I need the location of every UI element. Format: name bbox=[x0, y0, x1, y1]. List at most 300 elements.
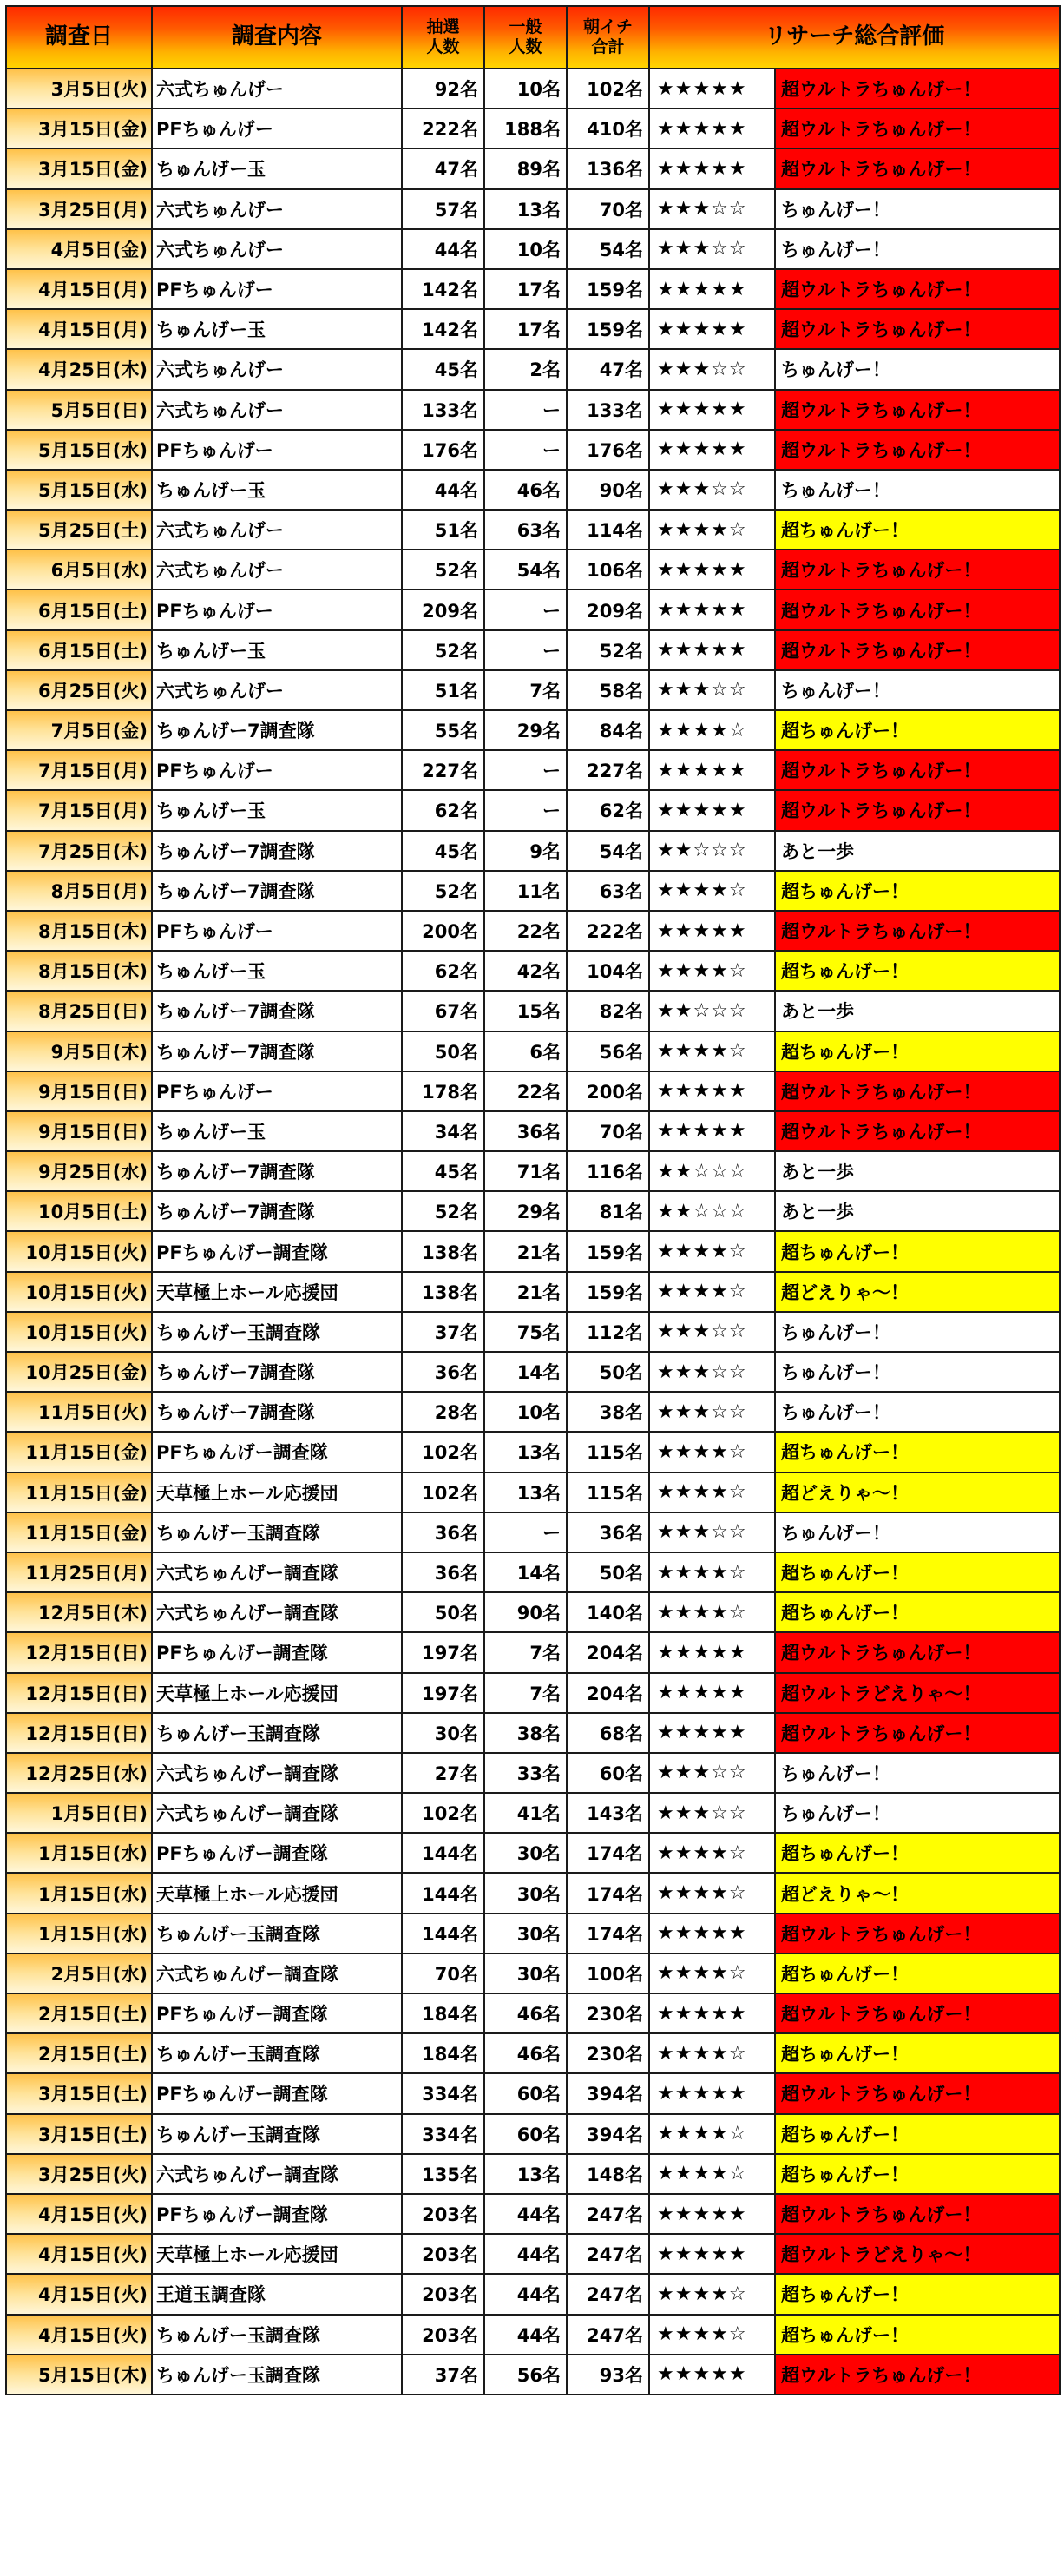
row-star-rating-cell: ★★★★★ bbox=[649, 1914, 775, 1953]
row-evaluation-cell: 超ウルトラちゅんげー！ bbox=[775, 1111, 1060, 1151]
row-morning-total-cell: 47名 bbox=[567, 349, 649, 389]
row-star-rating-cell: ★★★★★ bbox=[649, 148, 775, 188]
row-date-cell: 7月25日(木) bbox=[6, 831, 152, 871]
row-lottery-count-cell: 27名 bbox=[402, 1753, 484, 1793]
row-general-count-cell: 41名 bbox=[484, 1793, 567, 1833]
row-star-rating-cell: ★★★★★ bbox=[649, 1071, 775, 1111]
row-date-cell: 9月15日(日) bbox=[6, 1111, 152, 1151]
row-star-rating-cell: ★★★★★ bbox=[649, 1713, 775, 1753]
row-morning-total-cell: 159名 bbox=[567, 1231, 649, 1271]
row-evaluation-cell: 超ちゅんげー！ bbox=[775, 1592, 1060, 1632]
table-row bbox=[6, 430, 1060, 470]
row-content-cell: ちゅんげー玉 bbox=[152, 148, 402, 188]
row-content-cell: PFちゅんげー bbox=[152, 109, 402, 148]
table-row bbox=[6, 1272, 1060, 1312]
row-date-cell: 8月5日(月) bbox=[6, 871, 152, 911]
row-star-rating-cell: ★★★★☆ bbox=[649, 951, 775, 991]
row-content-cell: 六式ちゅんげー bbox=[152, 229, 402, 269]
row-general-count-cell: 54名 bbox=[484, 550, 567, 590]
row-lottery-count-cell: 52名 bbox=[402, 550, 484, 590]
table-row bbox=[6, 1673, 1060, 1713]
header-overall-rating: リサーチ総合評価 bbox=[649, 6, 1060, 69]
row-morning-total-cell: 247名 bbox=[567, 2194, 649, 2234]
row-star-rating-cell: ★★★★☆ bbox=[649, 2114, 775, 2154]
row-date-cell: 11月5日(火) bbox=[6, 1392, 152, 1432]
row-lottery-count-cell: 138名 bbox=[402, 1231, 484, 1271]
row-content-cell: 六式ちゅんげー調査隊 bbox=[152, 1793, 402, 1833]
row-date-cell: 1月15日(水) bbox=[6, 1833, 152, 1873]
row-content-cell: ちゅんげー7調査隊 bbox=[152, 871, 402, 911]
row-morning-total-cell: 143名 bbox=[567, 1793, 649, 1833]
row-evaluation-cell: 超ちゅんげー！ bbox=[775, 871, 1060, 911]
row-date-cell: 3月15日(金) bbox=[6, 148, 152, 188]
row-content-cell: 六式ちゅんげー bbox=[152, 189, 402, 229]
table-row bbox=[6, 148, 1060, 188]
row-morning-total-cell: 116名 bbox=[567, 1151, 649, 1191]
row-star-rating-cell: ★★★★★ bbox=[649, 1673, 775, 1713]
row-lottery-count-cell: 144名 bbox=[402, 1833, 484, 1873]
header-content: 調査内容 bbox=[152, 6, 402, 69]
table-row bbox=[6, 1953, 1060, 1993]
table-row bbox=[6, 1312, 1060, 1352]
row-lottery-count-cell: 45名 bbox=[402, 831, 484, 871]
row-general-count-cell: 44名 bbox=[484, 2234, 567, 2274]
row-star-rating-cell: ★★★★★ bbox=[649, 1993, 775, 2033]
row-date-cell: 7月15日(月) bbox=[6, 790, 152, 830]
row-content-cell: 六式ちゅんげー bbox=[152, 349, 402, 389]
row-evaluation-cell: 超ウルトラちゅんげー！ bbox=[775, 1993, 1060, 2033]
table-row bbox=[6, 2114, 1060, 2154]
row-morning-total-cell: 52名 bbox=[567, 630, 649, 670]
row-star-rating-cell: ★★★★☆ bbox=[649, 1833, 775, 1873]
row-morning-total-cell: 159名 bbox=[567, 1272, 649, 1312]
table-row bbox=[6, 1833, 1060, 1873]
row-morning-total-cell: 410名 bbox=[567, 109, 649, 148]
row-lottery-count-cell: 28名 bbox=[402, 1392, 484, 1432]
row-general-count-cell: 13名 bbox=[484, 1432, 567, 1472]
row-evaluation-cell: 超ウルトラちゅんげー！ bbox=[775, 69, 1060, 109]
row-star-rating-cell: ★★★★☆ bbox=[649, 2154, 775, 2194]
row-evaluation-cell: 超ちゅんげー！ bbox=[775, 2114, 1060, 2154]
row-general-count-cell: 44名 bbox=[484, 2274, 567, 2314]
table-row bbox=[6, 2315, 1060, 2355]
row-general-count-cell: 44名 bbox=[484, 2315, 567, 2355]
row-star-rating-cell: ★★★★★ bbox=[649, 2194, 775, 2234]
row-content-cell: PFちゅんげー bbox=[152, 1071, 402, 1111]
row-evaluation-cell: 超ウルトラちゅんげー！ bbox=[775, 1071, 1060, 1111]
row-general-count-cell: 36名 bbox=[484, 1111, 567, 1151]
row-lottery-count-cell: 36名 bbox=[402, 1552, 484, 1592]
row-star-rating-cell: ★★★★★ bbox=[649, 1632, 775, 1672]
row-date-cell: 4月15日(火) bbox=[6, 2274, 152, 2314]
row-general-count-cell: 17名 bbox=[484, 269, 567, 309]
row-date-cell: 7月15日(月) bbox=[6, 750, 152, 790]
row-star-rating-cell: ★★★★☆ bbox=[649, 2033, 775, 2073]
row-morning-total-cell: 247名 bbox=[567, 2274, 649, 2314]
row-morning-total-cell: 200名 bbox=[567, 1071, 649, 1111]
row-general-count-cell: 56名 bbox=[484, 2355, 567, 2395]
row-evaluation-cell: 超ちゅんげー！ bbox=[775, 2033, 1060, 2073]
row-evaluation-cell: 超ウルトラちゅんげー！ bbox=[775, 550, 1060, 590]
row-lottery-count-cell: 203名 bbox=[402, 2274, 484, 2314]
row-content-cell: 六式ちゅんげー調査隊 bbox=[152, 1592, 402, 1632]
row-star-rating-cell: ★★★★★ bbox=[649, 550, 775, 590]
row-lottery-count-cell: 102名 bbox=[402, 1472, 484, 1512]
row-star-rating-cell: ★★★★★ bbox=[649, 2073, 775, 2113]
row-date-cell: 4月15日(月) bbox=[6, 309, 152, 349]
row-general-count-cell: 11名 bbox=[484, 871, 567, 911]
row-general-count-cell: ー bbox=[484, 430, 567, 470]
table-row bbox=[6, 1713, 1060, 1753]
table-row bbox=[6, 670, 1060, 710]
row-lottery-count-cell: 51名 bbox=[402, 510, 484, 550]
row-general-count-cell: 30名 bbox=[484, 1953, 567, 1993]
row-star-rating-cell: ★★★★★ bbox=[649, 430, 775, 470]
row-lottery-count-cell: 184名 bbox=[402, 1993, 484, 2033]
row-morning-total-cell: 50名 bbox=[567, 1352, 649, 1392]
row-content-cell: 六式ちゅんげー調査隊 bbox=[152, 2154, 402, 2194]
row-lottery-count-cell: 52名 bbox=[402, 1191, 484, 1231]
table-row bbox=[6, 590, 1060, 629]
row-star-rating-cell: ★★★★☆ bbox=[649, 1272, 775, 1312]
row-evaluation-cell: 超ウルトラどえりゃ～！ bbox=[775, 1673, 1060, 1713]
table-header bbox=[6, 6, 1060, 69]
row-star-rating-cell: ★★★★★ bbox=[649, 390, 775, 430]
row-evaluation-cell: 超ウルトラちゅんげー！ bbox=[775, 1632, 1060, 1672]
row-date-cell: 6月15日(土) bbox=[6, 630, 152, 670]
row-general-count-cell: 22名 bbox=[484, 911, 567, 951]
row-star-rating-cell: ★★★☆☆ bbox=[649, 670, 775, 710]
row-evaluation-cell: 超ウルトラちゅんげー！ bbox=[775, 590, 1060, 629]
row-evaluation-cell: 超ちゅんげー！ bbox=[775, 2154, 1060, 2194]
row-date-cell: 3月5日(火) bbox=[6, 69, 152, 109]
row-star-rating-cell: ★★★★★ bbox=[649, 269, 775, 309]
row-evaluation-cell: ちゅんげー！ bbox=[775, 349, 1060, 389]
row-content-cell: ちゅんげー7調査隊 bbox=[152, 710, 402, 750]
row-star-rating-cell: ★★★☆☆ bbox=[649, 1312, 775, 1352]
row-content-cell: ちゅんげー玉 bbox=[152, 630, 402, 670]
table-row bbox=[6, 69, 1060, 109]
row-star-rating-cell: ★★★☆☆ bbox=[649, 189, 775, 229]
row-lottery-count-cell: 45名 bbox=[402, 349, 484, 389]
row-morning-total-cell: 174名 bbox=[567, 1873, 649, 1913]
row-morning-total-cell: 204名 bbox=[567, 1673, 649, 1713]
row-lottery-count-cell: 37名 bbox=[402, 1312, 484, 1352]
row-date-cell: 6月25日(火) bbox=[6, 670, 152, 710]
row-star-rating-cell: ★★★☆☆ bbox=[649, 470, 775, 510]
table-row bbox=[6, 2154, 1060, 2194]
row-content-cell: PFちゅんげー調査隊 bbox=[152, 1833, 402, 1873]
row-content-cell: ちゅんげー玉 bbox=[152, 790, 402, 830]
row-morning-total-cell: 136名 bbox=[567, 148, 649, 188]
row-evaluation-cell: 超ウルトラちゅんげー！ bbox=[775, 109, 1060, 148]
row-general-count-cell: 7名 bbox=[484, 1673, 567, 1713]
row-date-cell: 9月15日(日) bbox=[6, 1071, 152, 1111]
row-date-cell: 4月15日(火) bbox=[6, 2315, 152, 2355]
row-general-count-cell: 71名 bbox=[484, 1151, 567, 1191]
header-row bbox=[6, 6, 1060, 69]
row-lottery-count-cell: 142名 bbox=[402, 269, 484, 309]
table-row bbox=[6, 269, 1060, 309]
row-lottery-count-cell: 184名 bbox=[402, 2033, 484, 2073]
row-date-cell: 4月15日(火) bbox=[6, 2234, 152, 2274]
row-morning-total-cell: 90名 bbox=[567, 470, 649, 510]
row-content-cell: ちゅんげー玉調査隊 bbox=[152, 2315, 402, 2355]
row-star-rating-cell: ★★★★☆ bbox=[649, 1873, 775, 1913]
row-general-count-cell: 14名 bbox=[484, 1352, 567, 1392]
header-general-count: 一般 人数 bbox=[484, 6, 567, 69]
table-row bbox=[6, 309, 1060, 349]
table-row bbox=[6, 831, 1060, 871]
table-row bbox=[6, 1793, 1060, 1833]
row-content-cell: PFちゅんげー bbox=[152, 430, 402, 470]
row-evaluation-cell: 超ウルトラちゅんげー！ bbox=[775, 390, 1060, 430]
row-date-cell: 11月25日(月) bbox=[6, 1552, 152, 1592]
row-general-count-cell: 33名 bbox=[484, 1753, 567, 1793]
row-morning-total-cell: 82名 bbox=[567, 991, 649, 1031]
row-content-cell: ちゅんげー玉調査隊 bbox=[152, 1312, 402, 1352]
row-morning-total-cell: 60名 bbox=[567, 1753, 649, 1793]
row-morning-total-cell: 84名 bbox=[567, 710, 649, 750]
row-lottery-count-cell: 52名 bbox=[402, 871, 484, 911]
row-morning-total-cell: 112名 bbox=[567, 1312, 649, 1352]
row-content-cell: 六式ちゅんげー調査隊 bbox=[152, 1552, 402, 1592]
row-morning-total-cell: 100名 bbox=[567, 1953, 649, 1993]
row-date-cell: 5月5日(日) bbox=[6, 390, 152, 430]
row-morning-total-cell: 62名 bbox=[567, 790, 649, 830]
row-morning-total-cell: 104名 bbox=[567, 951, 649, 991]
row-star-rating-cell: ★★★☆☆ bbox=[649, 1753, 775, 1793]
row-lottery-count-cell: 203名 bbox=[402, 2315, 484, 2355]
row-star-rating-cell: ★★★☆☆ bbox=[649, 1392, 775, 1432]
row-evaluation-cell: あと一歩 bbox=[775, 1151, 1060, 1191]
row-general-count-cell: 7名 bbox=[484, 670, 567, 710]
row-star-rating-cell: ★★★★★ bbox=[649, 750, 775, 790]
row-evaluation-cell: 超ウルトラちゅんげー！ bbox=[775, 148, 1060, 188]
row-morning-total-cell: 247名 bbox=[567, 2234, 649, 2274]
row-date-cell: 1月5日(日) bbox=[6, 1793, 152, 1833]
row-date-cell: 6月15日(土) bbox=[6, 590, 152, 629]
row-morning-total-cell: 54名 bbox=[567, 831, 649, 871]
row-evaluation-cell: あと一歩 bbox=[775, 991, 1060, 1031]
row-content-cell: 天草極上ホール応援団 bbox=[152, 1873, 402, 1913]
row-content-cell: 天草極上ホール応援団 bbox=[152, 1472, 402, 1512]
table-row bbox=[6, 871, 1060, 911]
row-lottery-count-cell: 36名 bbox=[402, 1352, 484, 1392]
row-evaluation-cell: 超ちゅんげー！ bbox=[775, 1833, 1060, 1873]
row-star-rating-cell: ★★★★★ bbox=[649, 630, 775, 670]
row-general-count-cell: ー bbox=[484, 630, 567, 670]
table-row bbox=[6, 2073, 1060, 2113]
row-evaluation-cell: 超どえりゃ～！ bbox=[775, 1272, 1060, 1312]
row-date-cell: 12月15日(日) bbox=[6, 1673, 152, 1713]
row-content-cell: PFちゅんげー bbox=[152, 750, 402, 790]
row-date-cell: 10月15日(火) bbox=[6, 1231, 152, 1271]
row-date-cell: 11月15日(金) bbox=[6, 1472, 152, 1512]
row-star-rating-cell: ★★★★☆ bbox=[649, 1231, 775, 1271]
row-evaluation-cell: あと一歩 bbox=[775, 1191, 1060, 1231]
row-date-cell: 8月15日(木) bbox=[6, 951, 152, 991]
row-star-rating-cell: ★★★★★ bbox=[649, 109, 775, 148]
row-star-rating-cell: ★★★★☆ bbox=[649, 1552, 775, 1592]
row-general-count-cell: 188名 bbox=[484, 109, 567, 148]
row-evaluation-cell: ちゅんげー！ bbox=[775, 1793, 1060, 1833]
row-content-cell: ちゅんげー玉 bbox=[152, 470, 402, 510]
table-row bbox=[6, 1111, 1060, 1151]
row-evaluation-cell: ちゅんげー！ bbox=[775, 1352, 1060, 1392]
row-evaluation-cell: ちゅんげー！ bbox=[775, 1312, 1060, 1352]
row-star-rating-cell: ★★★★☆ bbox=[649, 1592, 775, 1632]
table-row bbox=[6, 1031, 1060, 1071]
row-content-cell: 天草極上ホール応援団 bbox=[152, 1272, 402, 1312]
row-morning-total-cell: 114名 bbox=[567, 510, 649, 550]
header-date: 調査日 bbox=[6, 6, 152, 69]
row-date-cell: 10月5日(土) bbox=[6, 1191, 152, 1231]
row-content-cell: ちゅんげー玉 bbox=[152, 951, 402, 991]
row-lottery-count-cell: 92名 bbox=[402, 69, 484, 109]
row-content-cell: PFちゅんげー調査隊 bbox=[152, 1231, 402, 1271]
table-row bbox=[6, 470, 1060, 510]
row-content-cell: ちゅんげー玉調査隊 bbox=[152, 2033, 402, 2073]
row-morning-total-cell: 115名 bbox=[567, 1432, 649, 1472]
row-date-cell: 6月5日(水) bbox=[6, 550, 152, 590]
row-morning-total-cell: 159名 bbox=[567, 269, 649, 309]
row-lottery-count-cell: 50名 bbox=[402, 1031, 484, 1071]
row-date-cell: 7月5日(金) bbox=[6, 710, 152, 750]
row-lottery-count-cell: 144名 bbox=[402, 1873, 484, 1913]
row-content-cell: ちゅんげー玉調査隊 bbox=[152, 1713, 402, 1753]
row-lottery-count-cell: 135名 bbox=[402, 2154, 484, 2194]
row-star-rating-cell: ★★★★★ bbox=[649, 1111, 775, 1151]
row-date-cell: 5月15日(木) bbox=[6, 2355, 152, 2395]
row-evaluation-cell: ちゅんげー！ bbox=[775, 1392, 1060, 1432]
row-general-count-cell: 60名 bbox=[484, 2073, 567, 2113]
row-content-cell: 六式ちゅんげー調査隊 bbox=[152, 1753, 402, 1793]
row-lottery-count-cell: 45名 bbox=[402, 1151, 484, 1191]
row-content-cell: ちゅんげー7調査隊 bbox=[152, 1352, 402, 1392]
row-evaluation-cell: 超ちゅんげー！ bbox=[775, 1031, 1060, 1071]
table-row bbox=[6, 510, 1060, 550]
row-lottery-count-cell: 227名 bbox=[402, 750, 484, 790]
row-evaluation-cell: 超どえりゃ～！ bbox=[775, 1873, 1060, 1913]
table-row bbox=[6, 2194, 1060, 2234]
row-general-count-cell: 14名 bbox=[484, 1552, 567, 1592]
row-morning-total-cell: 230名 bbox=[567, 1993, 649, 2033]
row-star-rating-cell: ★★★☆☆ bbox=[649, 229, 775, 269]
row-evaluation-cell: 超どえりゃ～！ bbox=[775, 1472, 1060, 1512]
row-general-count-cell: 46名 bbox=[484, 470, 567, 510]
row-evaluation-cell: 超ちゅんげー！ bbox=[775, 710, 1060, 750]
row-evaluation-cell: 超ウルトラちゅんげー！ bbox=[775, 2194, 1060, 2234]
row-lottery-count-cell: 334名 bbox=[402, 2073, 484, 2113]
row-general-count-cell: 63名 bbox=[484, 510, 567, 550]
row-star-rating-cell: ★★★★★ bbox=[649, 69, 775, 109]
row-date-cell: 12月5日(木) bbox=[6, 1592, 152, 1632]
row-morning-total-cell: 81名 bbox=[567, 1191, 649, 1231]
row-date-cell: 4月15日(月) bbox=[6, 269, 152, 309]
row-general-count-cell: 30名 bbox=[484, 1833, 567, 1873]
row-date-cell: 3月15日(金) bbox=[6, 109, 152, 148]
table-row bbox=[6, 189, 1060, 229]
row-date-cell: 5月15日(水) bbox=[6, 430, 152, 470]
row-general-count-cell: 44名 bbox=[484, 2194, 567, 2234]
row-content-cell: ちゅんげー7調査隊 bbox=[152, 1392, 402, 1432]
row-general-count-cell: 2名 bbox=[484, 349, 567, 389]
row-lottery-count-cell: 36名 bbox=[402, 1512, 484, 1552]
row-lottery-count-cell: 50名 bbox=[402, 1592, 484, 1632]
row-evaluation-cell: 超ちゅんげー！ bbox=[775, 2274, 1060, 2314]
row-general-count-cell: 22名 bbox=[484, 1071, 567, 1111]
table-row bbox=[6, 1632, 1060, 1672]
row-evaluation-cell: 超ウルトラちゅんげー！ bbox=[775, 309, 1060, 349]
row-morning-total-cell: 247名 bbox=[567, 2315, 649, 2355]
row-evaluation-cell: 超ウルトラちゅんげー！ bbox=[775, 1914, 1060, 1953]
row-content-cell: PFちゅんげー調査隊 bbox=[152, 1432, 402, 1472]
row-evaluation-cell: 超ウルトラちゅんげー！ bbox=[775, 269, 1060, 309]
row-lottery-count-cell: 44名 bbox=[402, 470, 484, 510]
row-morning-total-cell: 36名 bbox=[567, 1512, 649, 1552]
row-lottery-count-cell: 334名 bbox=[402, 2114, 484, 2154]
header-lottery-count: 抽選 人数 bbox=[402, 6, 484, 69]
row-star-rating-cell: ★★★★☆ bbox=[649, 871, 775, 911]
table-row bbox=[6, 1071, 1060, 1111]
row-morning-total-cell: 159名 bbox=[567, 309, 649, 349]
table-row bbox=[6, 710, 1060, 750]
row-morning-total-cell: 68名 bbox=[567, 1713, 649, 1753]
row-lottery-count-cell: 203名 bbox=[402, 2234, 484, 2274]
row-star-rating-cell: ★★★★☆ bbox=[649, 1031, 775, 1071]
row-evaluation-cell: 超ちゅんげー！ bbox=[775, 1231, 1060, 1271]
row-content-cell: 六式ちゅんげー bbox=[152, 69, 402, 109]
row-morning-total-cell: 230名 bbox=[567, 2033, 649, 2073]
row-evaluation-cell: 超ちゅんげー！ bbox=[775, 2315, 1060, 2355]
row-date-cell: 5月25日(土) bbox=[6, 510, 152, 550]
row-date-cell: 2月5日(水) bbox=[6, 1953, 152, 1993]
row-morning-total-cell: 174名 bbox=[567, 1914, 649, 1953]
row-date-cell: 3月25日(月) bbox=[6, 189, 152, 229]
row-general-count-cell: 46名 bbox=[484, 2033, 567, 2073]
row-date-cell: 4月5日(金) bbox=[6, 229, 152, 269]
row-general-count-cell: 29名 bbox=[484, 1191, 567, 1231]
research-results-table bbox=[5, 5, 1061, 2395]
row-content-cell: ちゅんげー7調査隊 bbox=[152, 831, 402, 871]
row-date-cell: 11月15日(金) bbox=[6, 1432, 152, 1472]
table-row bbox=[6, 1352, 1060, 1392]
row-lottery-count-cell: 62名 bbox=[402, 951, 484, 991]
row-morning-total-cell: 222名 bbox=[567, 911, 649, 951]
row-morning-total-cell: 63名 bbox=[567, 871, 649, 911]
row-lottery-count-cell: 57名 bbox=[402, 189, 484, 229]
row-content-cell: 王道玉調査隊 bbox=[152, 2274, 402, 2314]
row-general-count-cell: ー bbox=[484, 590, 567, 629]
row-lottery-count-cell: 30名 bbox=[402, 1713, 484, 1753]
row-star-rating-cell: ★★★★★ bbox=[649, 2234, 775, 2274]
table-row bbox=[6, 1191, 1060, 1231]
row-date-cell: 4月25日(木) bbox=[6, 349, 152, 389]
row-general-count-cell: 6名 bbox=[484, 1031, 567, 1071]
row-general-count-cell: 17名 bbox=[484, 309, 567, 349]
row-general-count-cell: 75名 bbox=[484, 1312, 567, 1352]
row-lottery-count-cell: 55名 bbox=[402, 710, 484, 750]
row-date-cell: 2月15日(土) bbox=[6, 2033, 152, 2073]
row-general-count-cell: 13名 bbox=[484, 189, 567, 229]
row-general-count-cell: 10名 bbox=[484, 69, 567, 109]
row-date-cell: 3月15日(土) bbox=[6, 2114, 152, 2154]
row-date-cell: 12月15日(日) bbox=[6, 1632, 152, 1672]
row-general-count-cell: 7名 bbox=[484, 1632, 567, 1672]
row-date-cell: 4月15日(火) bbox=[6, 2194, 152, 2234]
table-row bbox=[6, 109, 1060, 148]
